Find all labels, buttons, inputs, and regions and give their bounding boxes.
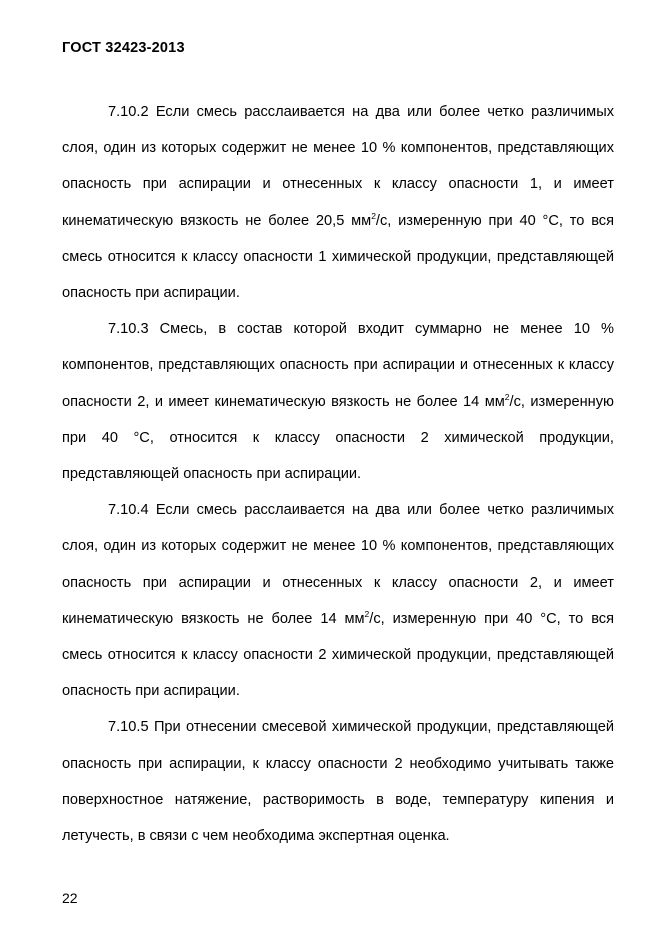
clause-text: Смесь, в состав которой входит суммарно не менее 10 % компонентов, представляющих опасность при аспирации и отнесенных к классу опасности 2, и имеет кинематическую вязкость не более 14 мм — [62, 321, 614, 410]
clause-text: Если смесь расслаивается на два или более четко различимых слоя, один из которых содержит не менее 10 % компонентов, представляющих опасность при аспирации и отнесенных к классу опасности 2, и имеет кинематическую вязкость не более 14 мм — [62, 502, 614, 627]
clause-text: При отнесении смесевой химической продукции, представляющей опасность при аспирации, к классу опасности 2 необходимо учитывать также поверхностное натяжение, растворимость в воде, температуру кипения и летучесть, в связи с чем необходима экспертная оценка. — [62, 719, 614, 845]
clause-text-continued: /с, измеренную при 40 °С, то вся смесь относится к классу опасности 1 химической продукции, представляющей опасность при аспирации. — [62, 212, 614, 302]
clause-number: 7.10.5 — [108, 719, 149, 736]
clause-7-10-3 — [62, 311, 614, 492]
document-body — [62, 94, 614, 854]
clause-text-continued: /с, измеренную при 40 °С, относится к классу опасности 2 химической продукции, представляющей опасность при аспирации. — [62, 393, 614, 483]
clause-7-10-4 — [62, 492, 614, 709]
clause-number: 7.10.4 — [108, 502, 149, 519]
document-header: ГОСТ 32423-2013 — [62, 40, 185, 56]
clause-7-10-5 — [62, 709, 614, 854]
clause-text-continued: /с, измеренную при 40 °С, то вся смесь относится к классу опасности 2 химической продукции, представляющей опасность при аспирации. — [62, 610, 614, 700]
superscript: 2 — [371, 210, 376, 221]
page-number: 22 — [62, 890, 78, 906]
clause-number: 7.10.3 — [108, 321, 149, 338]
superscript: 2 — [504, 391, 510, 402]
clause-number: 7.10.2 — [108, 104, 149, 120]
superscript: 2 — [364, 608, 370, 619]
clause-7-10-2 — [62, 94, 614, 311]
clause-text: Если смесь расслаивается на два или более четко различимых слоя, один из которых содержит не менее 10 % компонентов, представляющих опасность при аспирации и отнесенных к классу опасности 1, и имеет кинематическую вязкость не более 20,5 мм — [62, 104, 614, 229]
